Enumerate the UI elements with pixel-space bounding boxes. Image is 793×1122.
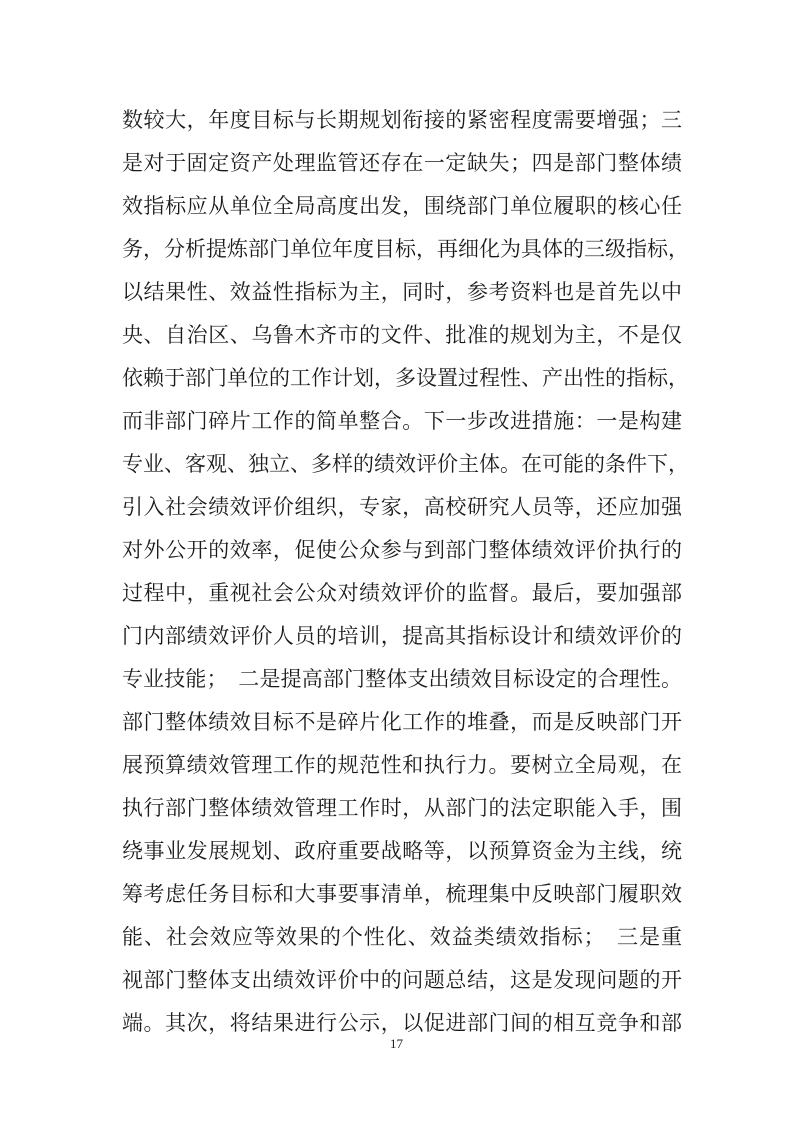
text-line: 是对于固定资产处理监管还存在一定缺失；四是部门整体绩 bbox=[122, 151, 682, 175]
text-line: 央、自治区、乌鲁木齐市的文件、批准的规划为主，不是仅 bbox=[122, 323, 682, 347]
text-line: 端。其次，将结果进行公示，以促进部门间的相互竞争和部 bbox=[122, 1011, 682, 1035]
text-line: 执行部门整体绩效管理工作时，从部门的法定职能入手，围 bbox=[122, 796, 682, 820]
text-line: 过程中，重视社会公众对绩效评价的监督。最后，要加强部 bbox=[122, 581, 682, 605]
text-line: 引入社会绩效评价组织，专家，高校研究人员等，还应加强 bbox=[122, 495, 682, 519]
text-line: 而非部门碎片工作的简单整合。下一步改进措施：一是构建 bbox=[122, 409, 682, 433]
text-line: 专业技能； 二是提高部门整体支出绩效目标设定的合理性。 bbox=[122, 667, 682, 691]
text-line: 筹考虑任务目标和大事要事清单，梳理集中反映部门履职效 bbox=[122, 882, 682, 906]
text-line: 能、社会效应等效果的个性化、效益类绩效指标； 三是重 bbox=[122, 925, 682, 949]
text-line: 数较大，年度目标与长期规划衔接的紧密程度需要增强；三 bbox=[122, 108, 682, 132]
text-line: 视部门整体支出绩效评价中的问题总结，这是发现问题的开 bbox=[122, 968, 682, 992]
text-line: 部门整体绩效目标不是碎片化工作的堆叠，而是反映部门开 bbox=[122, 710, 682, 734]
text-line: 务，分析提炼部门单位年度目标，再细化为具体的三级指标， bbox=[122, 237, 689, 261]
text-line: 专业、客观、独立、多样的绩效评价主体。在可能的条件下， bbox=[122, 452, 689, 476]
text-line: 绕事业发展规划、政府重要战略等，以预算资金为主线，统 bbox=[122, 839, 682, 863]
text-line: 依赖于部门单位的工作计划，多设置过程性、产出性的指标， bbox=[122, 366, 689, 390]
text-line: 门内部绩效评价人员的培训，提高其指标设计和绩效评价的 bbox=[122, 624, 682, 648]
text-line: 效指标应从单位全局高度出发，围绕部门单位履职的核心任 bbox=[122, 194, 682, 218]
text-line: 展预算绩效管理工作的规范性和执行力。要树立全局观，在 bbox=[122, 753, 682, 777]
page-number: 17 bbox=[390, 1036, 403, 1051]
text-line: 以结果性、效益性指标为主，同时，参考资料也是首先以中 bbox=[122, 280, 682, 304]
text-line: 对外公开的效率，促使公众参与到部门整体绩效评价执行的 bbox=[122, 538, 682, 562]
